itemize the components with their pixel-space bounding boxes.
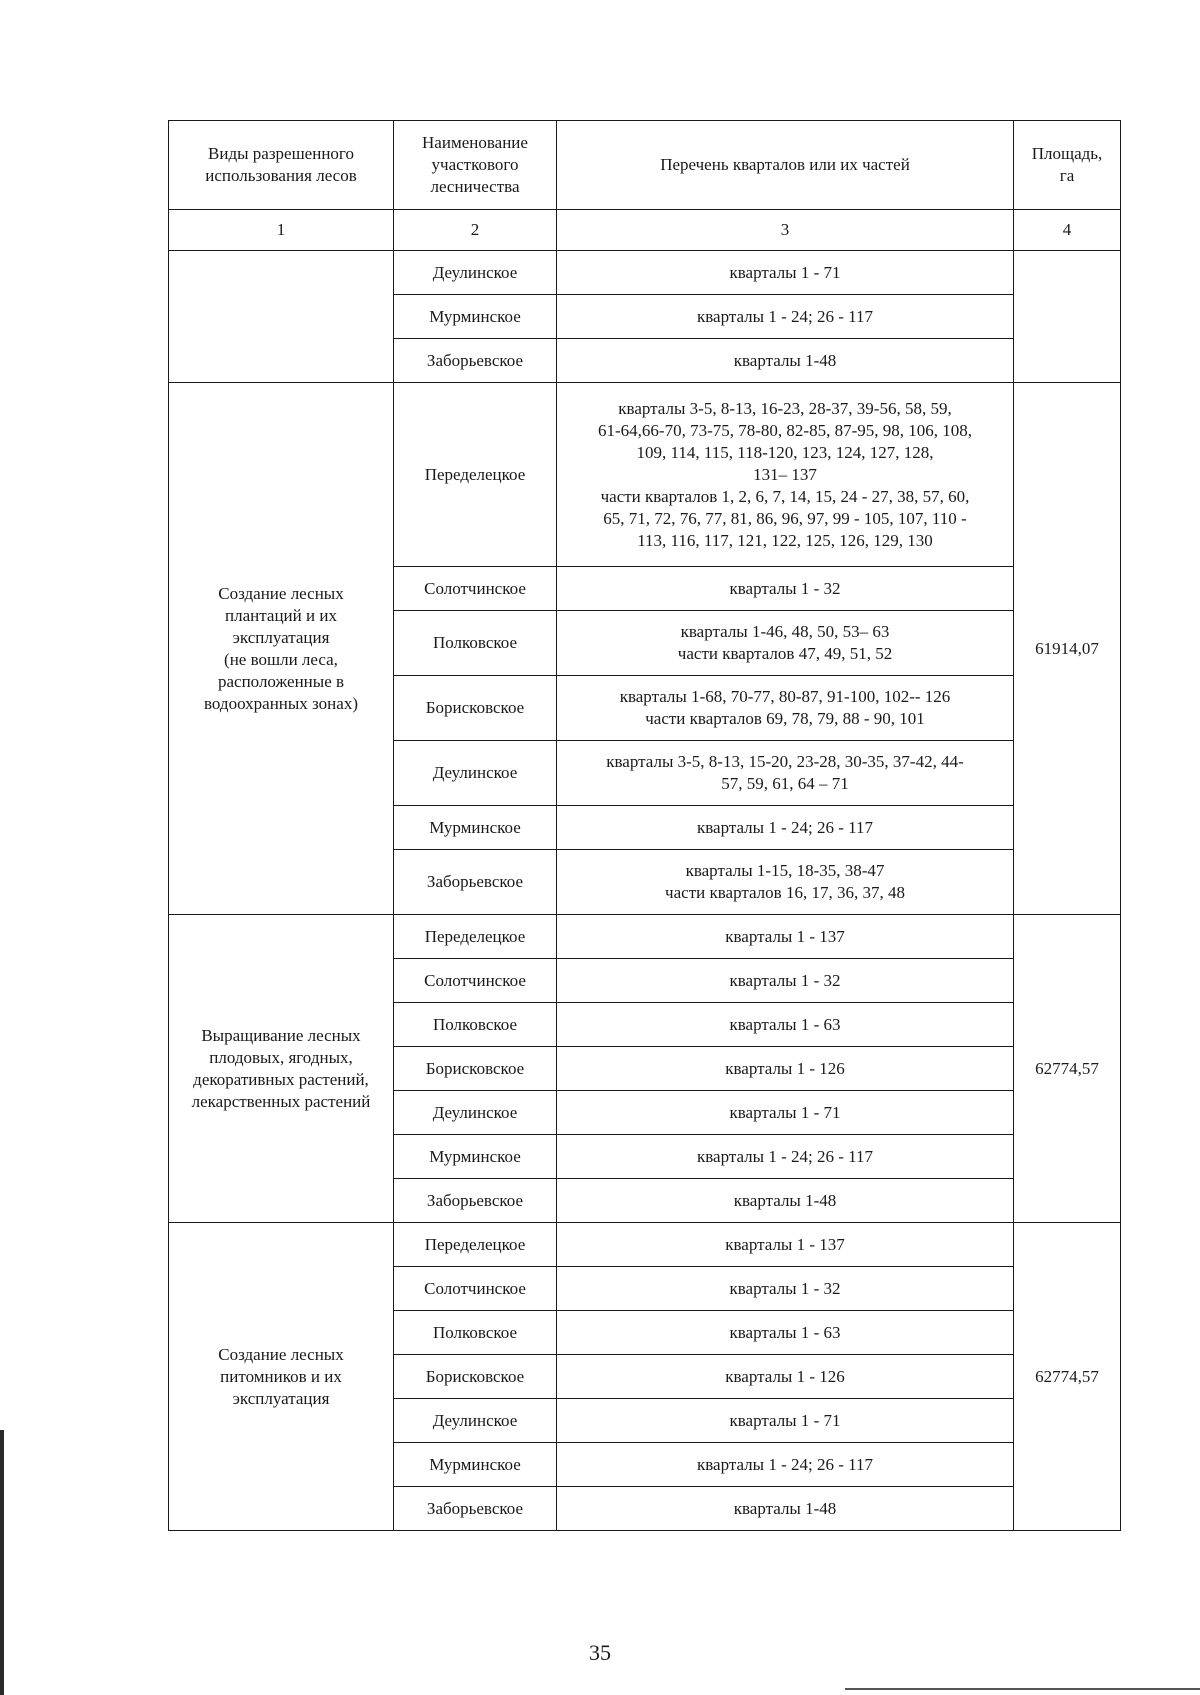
- forestry-cell: Мурминское: [394, 806, 557, 850]
- quarters-cell: кварталы 1 - 32: [557, 1267, 1014, 1311]
- forestry-cell: Заборьевское: [394, 339, 557, 383]
- header-use-type: Виды разрешенного использования лесов: [169, 121, 394, 210]
- column-number: 2: [394, 210, 557, 251]
- forestry-cell: Солотчинское: [394, 1267, 557, 1311]
- quarters-cell: кварталы 1-48: [557, 1179, 1014, 1223]
- quarters-cell: кварталы 1 - 71: [557, 251, 1014, 295]
- forestry-cell: Солотчинское: [394, 567, 557, 611]
- forestry-cell: Полковское: [394, 1311, 557, 1355]
- forestry-cell: Переделецкое: [394, 915, 557, 959]
- use-type-cell: Создание лесных плантаций и их эксплуатация (не вошли леса, расположенные в водоохранных зонах): [169, 383, 394, 915]
- forestry-cell: Мурминское: [394, 1135, 557, 1179]
- column-number: 3: [557, 210, 1014, 251]
- area-cell: [1014, 251, 1121, 383]
- quarters-cell: кварталы 1-68, 70-77, 80-87, 91-100, 102-- 126 части кварталов 69, 78, 79, 88 - 90, 101: [557, 676, 1014, 741]
- quarters-cell: кварталы 1 - 24; 26 - 117: [557, 1135, 1014, 1179]
- quarters-cell: кварталы 1 - 32: [557, 567, 1014, 611]
- table-row: [169, 383, 1121, 567]
- forestry-cell: Мурминское: [394, 1443, 557, 1487]
- use-type-cell: Создание лесных питомников и их эксплуатация: [169, 1223, 394, 1531]
- quarters-cell: кварталы 1 - 32: [557, 959, 1014, 1003]
- quarters-cell: кварталы 3-5, 8-13, 16-23, 28-37, 39-56, 58, 59, 61-64,66-70, 73-75, 78-80, 82-85, 87-95, 98, 106, 108, 109, 114, 115, 118-120, 123, 124, 127, 128, 131– 137 части кварталов 1, 2, 6, 7, 14, 15, 24 - 27, 38, 57, 60, 65, 71, 72, 76, 77, 81, 86, 96, 97, 99 - 105, 107, 110 - 113, 116, 117, 121, 122, 125, 126, 129, 130: [557, 383, 1014, 567]
- header-quarters-list: Перечень кварталов или их частей: [557, 121, 1014, 210]
- quarters-cell: кварталы 1-48: [557, 339, 1014, 383]
- forestry-cell: Полковское: [394, 611, 557, 676]
- forestry-cell: Заборьевское: [394, 850, 557, 915]
- forestry-cell: Солотчинское: [394, 959, 557, 1003]
- use-type-cell: [169, 251, 394, 383]
- quarters-cell: кварталы 1 - 137: [557, 1223, 1014, 1267]
- table-header-row: [169, 121, 1121, 210]
- forestry-cell: Деулинское: [394, 1399, 557, 1443]
- column-number-row: [169, 210, 1121, 251]
- table-row: [169, 251, 1121, 295]
- forestry-cell: Борисковское: [394, 1355, 557, 1399]
- header-area: Площадь, га: [1014, 121, 1121, 210]
- header-forestry-name: Наименование участкового лесничества: [394, 121, 557, 210]
- area-cell: 62774,57: [1014, 915, 1121, 1223]
- quarters-cell: кварталы 1 - 126: [557, 1355, 1014, 1399]
- forestry-cell: Заборьевское: [394, 1487, 557, 1531]
- area-cell: 61914,07: [1014, 383, 1121, 915]
- quarters-cell: кварталы 1 - 63: [557, 1311, 1014, 1355]
- quarters-cell: кварталы 1-48: [557, 1487, 1014, 1531]
- area-cell: 62774,57: [1014, 1223, 1121, 1531]
- quarters-cell: кварталы 1 - 24; 26 - 117: [557, 1443, 1014, 1487]
- page-number: 35: [589, 1640, 611, 1665]
- quarters-cell: кварталы 1 - 71: [557, 1399, 1014, 1443]
- quarters-cell: кварталы 1-15, 18-35, 38-47 части кварталов 16, 17, 36, 37, 48: [557, 850, 1014, 915]
- forestry-cell: Переделецкое: [394, 383, 557, 567]
- forestry-cell: Борисковское: [394, 1047, 557, 1091]
- quarters-cell: кварталы 1 - 71: [557, 1091, 1014, 1135]
- forestry-cell: Борисковское: [394, 676, 557, 741]
- forest-use-table: [168, 120, 1121, 1531]
- forestry-cell: Полковское: [394, 1003, 557, 1047]
- quarters-cell: кварталы 1 - 24; 26 - 117: [557, 295, 1014, 339]
- quarters-cell: кварталы 1 - 126: [557, 1047, 1014, 1091]
- forestry-cell: Деулинское: [394, 1091, 557, 1135]
- quarters-cell: кварталы 1 - 63: [557, 1003, 1014, 1047]
- scan-edge-mark: [0, 1430, 4, 1695]
- column-number: 1: [169, 210, 394, 251]
- table-row: [169, 915, 1121, 959]
- quarters-cell: кварталы 3-5, 8-13, 15-20, 23-28, 30-35, 37-42, 44- 57, 59, 61, 64 – 71: [557, 741, 1014, 806]
- quarters-cell: кварталы 1 - 24; 26 - 117: [557, 806, 1014, 850]
- forestry-cell: Переделецкое: [394, 1223, 557, 1267]
- column-number: 4: [1014, 210, 1121, 251]
- scan-edge-mark: [845, 1688, 1200, 1690]
- forestry-cell: Заборьевское: [394, 1179, 557, 1223]
- forestry-cell: Мурминское: [394, 295, 557, 339]
- quarters-cell: кварталы 1 - 137: [557, 915, 1014, 959]
- table-row: [169, 1223, 1121, 1267]
- use-type-cell: Выращивание лесных плодовых, ягодных, декоративных растений, лекарственных растений: [169, 915, 394, 1223]
- forestry-cell: Деулинское: [394, 741, 557, 806]
- quarters-cell: кварталы 1-46, 48, 50, 53– 63 части кварталов 47, 49, 51, 52: [557, 611, 1014, 676]
- forestry-cell: Деулинское: [394, 251, 557, 295]
